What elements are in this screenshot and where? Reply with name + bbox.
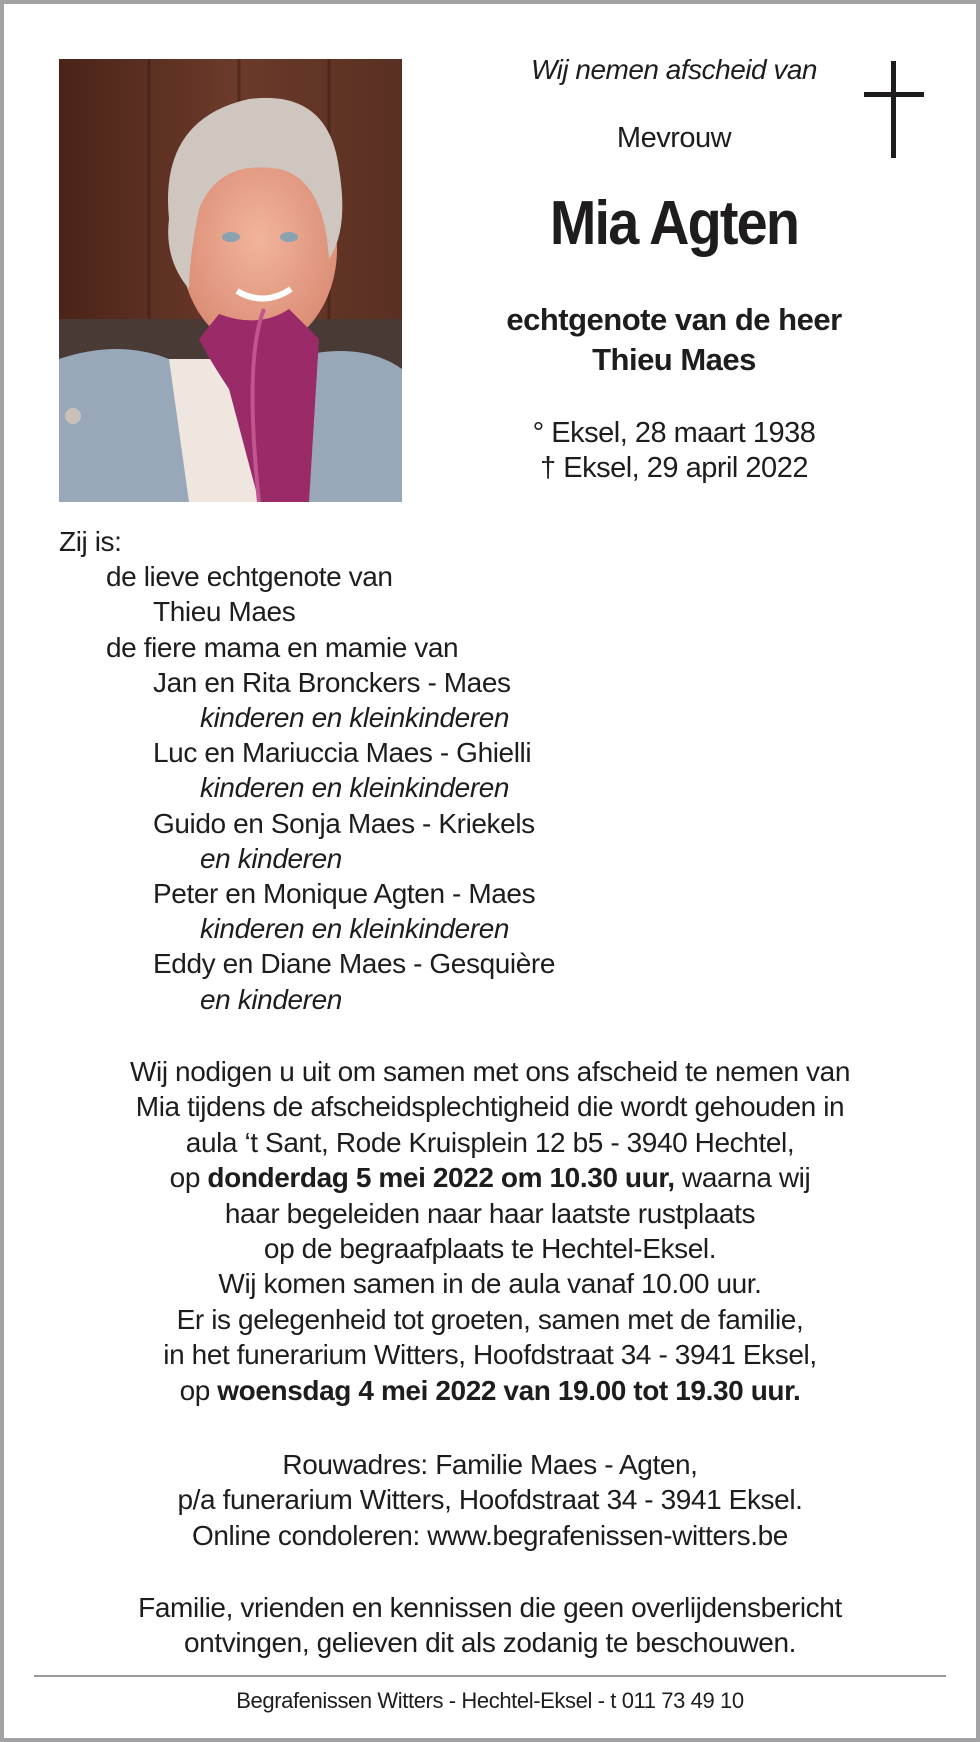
family-line: de lieve echtgenote van	[106, 561, 393, 593]
notice-line: Familie, vrienden en kennissen die geen overlijdensbericht	[138, 1592, 842, 1623]
cross-icon-bar	[864, 92, 924, 97]
text: op	[179, 1374, 218, 1406]
invitation-line: aula ‘t Sant, Rode Kruisplein 12 b5 - 3940 Hechtel,	[185, 1126, 795, 1158]
birth-date: ° Eksel, 28 maart 1938	[532, 417, 816, 449]
intro-text: Wij nemen afscheid van	[530, 54, 817, 85]
text: op	[169, 1162, 208, 1194]
text: waarna wij	[674, 1162, 811, 1194]
death-date: † Eksel, 29 april 2022	[540, 452, 808, 484]
ceremony-datetime: donderdag 5 mei 2022 om 10.30 uur,	[207, 1162, 675, 1194]
divider	[34, 1675, 946, 1677]
family-line: Eddy en Diane Maes - Gesquière	[153, 948, 555, 980]
footer-text: Begrafenissen Witters - Hechtel-Eksel - t 011 73 49 10	[236, 1688, 744, 1713]
life-dates	[444, 416, 904, 486]
family-line: Luc en Mariuccia Maes - Ghielli	[153, 737, 532, 769]
invitation-line: Er is gelegenheid tot groeten, samen met de familie,	[176, 1303, 804, 1335]
family-line: Thieu Maes	[153, 596, 296, 628]
condolence-link[interactable]: Online condoleren: www.begrafenissen-witters.be	[192, 1519, 788, 1551]
visitation-datetime: woensdag 4 mei 2022 van 19.00 tot 19.30 uur.	[217, 1374, 801, 1406]
invitation-line: in het funerarium Witters, Hoofdstraat 34 - 3941 Eksel,	[163, 1339, 817, 1371]
honorific: Mevrouw	[616, 122, 732, 154]
invitation-line: haar begeleiden naar haar laatste rustplaats	[224, 1197, 756, 1229]
family-line: kinderen en kleinkinderen	[200, 913, 510, 945]
obituary-card	[4, 4, 976, 1738]
invitation-line: op de begraafplaats te Hechtel-Eksel.	[263, 1233, 717, 1265]
invitation-line	[4, 1160, 976, 1195]
deceased-name: Mia Agten	[549, 189, 799, 258]
family-line: Jan en Rita Bronckers - Maes	[153, 666, 511, 698]
address-line: p/a funerarium Witters, Hoofdstraat 34 - 3941 Eksel.	[177, 1484, 803, 1516]
family-intro: Zij is:	[59, 526, 122, 557]
family-line: kinderen en kleinkinderen	[200, 702, 510, 734]
invitation-paragraph	[4, 1054, 976, 1408]
family-line: Peter en Monique Agten - Maes	[153, 878, 536, 910]
address-line: Rouwadres: Familie Maes - Agten,	[282, 1449, 698, 1480]
spouse-line-1: echtgenote van de heer	[506, 302, 842, 337]
family-line: kinderen en kleinkinderen	[200, 772, 510, 804]
portrait-photo	[59, 59, 402, 502]
invitation-line: Wij nodigen u uit om samen met ons afscheid te nemen van	[130, 1056, 850, 1087]
family-list	[59, 524, 555, 1017]
spouse-info	[444, 300, 904, 380]
invitation-line	[4, 1373, 976, 1408]
family-line: de fiere mama en mamie van	[106, 631, 459, 663]
family-line: en kinderen	[200, 842, 342, 874]
family-line: Guido en Sonja Maes - Kriekels	[153, 807, 535, 839]
address-paragraph	[4, 1447, 976, 1553]
spouse-line-2: Thieu Maes	[592, 342, 756, 377]
invitation-line: Wij komen samen in de aula vanaf 10.00 uur.	[218, 1268, 762, 1300]
notice-line: ontvingen, gelieven dit als zodanig te beschouwen.	[184, 1627, 796, 1659]
notice-paragraph	[4, 1590, 976, 1661]
invitation-line: Mia tijdens de afscheidsplechtigheid die wordt gehouden in	[135, 1091, 845, 1123]
family-line: en kinderen	[200, 983, 342, 1015]
